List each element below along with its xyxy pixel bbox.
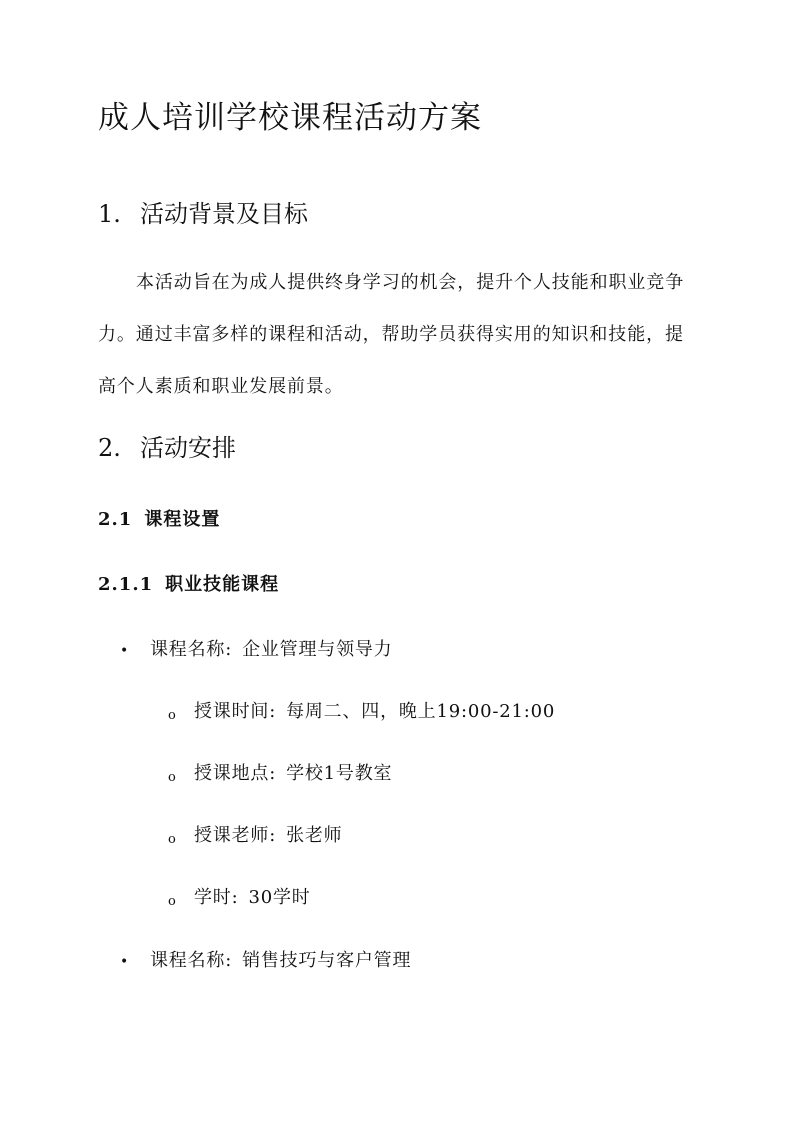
list-item-detail <box>168 822 342 854</box>
subsubsection-heading <box>98 571 279 599</box>
sub-bullet-icon: o <box>168 894 177 909</box>
item-value: 企业管理与领导力 <box>242 639 393 660</box>
list-item-detail <box>168 698 555 730</box>
item-label: 课程名称 : <box>150 639 242 660</box>
subsection-heading <box>98 506 220 534</box>
item-label: 课程名称 : <box>150 950 242 971</box>
sub-bullet-icon: o <box>168 770 177 785</box>
item-value: 学校1号教室 <box>286 763 393 784</box>
list-item-detail <box>168 760 392 792</box>
list-item-detail <box>168 884 311 916</box>
section-1-paragraph: 本活动旨在为成人提供终身学习的机会，提升个人技能和职业竞争力。通过丰富多样的课程和活动，帮助学员获得实用的知识和技能，提高个人素质和职业发展前景。 <box>98 272 685 397</box>
document-title: 成人培训学校课程活动方案 <box>98 100 482 136</box>
subsection-title: 课程设置 <box>144 509 221 530</box>
section-heading-1 <box>98 197 308 231</box>
item-value: 张老师 <box>286 825 343 846</box>
subsubsection-title: 职业技能课程 <box>165 574 280 595</box>
item-value: 30学时 <box>248 887 311 908</box>
section-title: 活动背景及目标 <box>140 200 308 228</box>
section-title: 活动安排 <box>140 434 236 462</box>
sub-bullet-icon: o <box>168 832 177 847</box>
list-item-course <box>118 636 392 665</box>
item-label: 授课地点 : <box>194 763 286 784</box>
sub-bullet-icon: o <box>168 708 177 723</box>
item-label: 学时 : <box>194 887 248 908</box>
section-number: 1. <box>98 200 121 228</box>
section-heading-2 <box>98 431 236 465</box>
bullet-icon: • <box>120 643 130 659</box>
subsubsection-number: 2.1.1 <box>98 574 154 595</box>
list-item-course <box>118 947 411 976</box>
section-number: 2. <box>98 434 121 462</box>
item-value: 销售技巧与客户管理 <box>242 950 412 971</box>
bullet-icon: • <box>120 954 130 970</box>
item-value: 每周二、四，晚上19:00-21:00 <box>286 701 556 722</box>
subsection-number: 2.1 <box>98 509 133 530</box>
item-label: 授课时间 : <box>194 701 286 722</box>
item-label: 授课老师 : <box>194 825 286 846</box>
